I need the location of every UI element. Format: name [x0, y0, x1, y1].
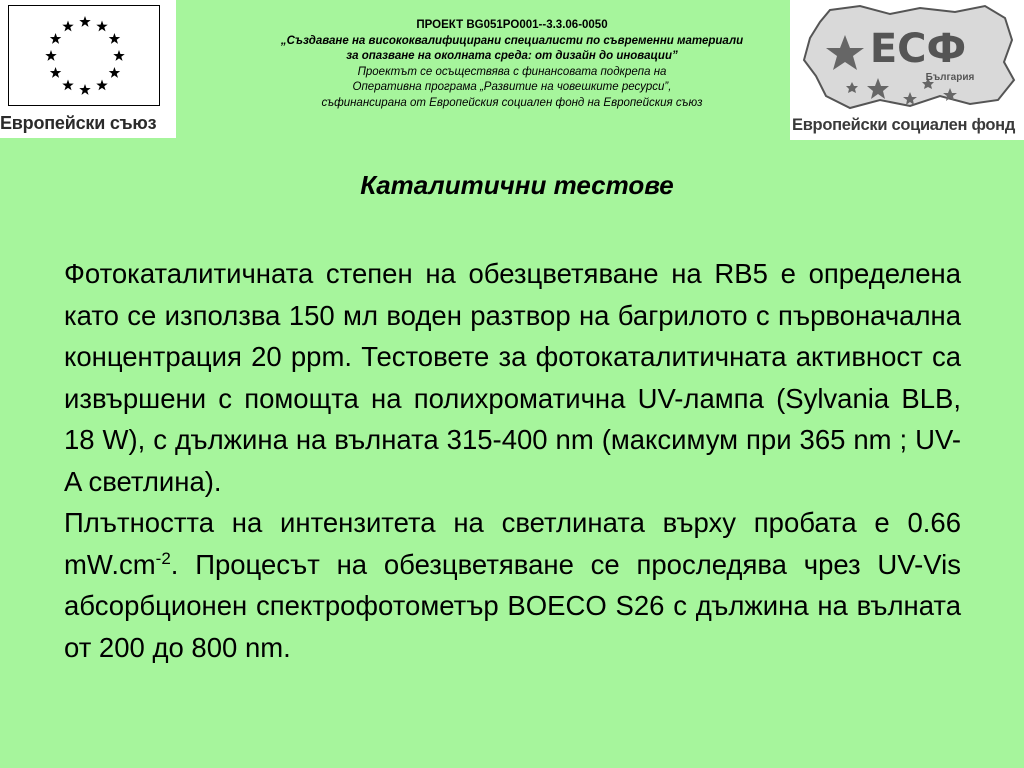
eu-star-icon	[96, 79, 107, 90]
slide-body	[64, 253, 961, 668]
superscript-exponent: -2	[155, 548, 171, 568]
paragraph-1: Фотокаталитичната степен на обезцветяване на RB5 е определена като се използва 150 мл воден разтвор на багрилото с първоначална концентрация 20 ppm. Тестовете за фотокаталитичната активност са извършени с помощта на полихроматична UV-лампа (Sylvania BLB, 18 W), с дължина на вълната 315-400 nm (максимум при 365 nm ; UV-A светлина).	[64, 258, 961, 497]
paragraph-2	[64, 502, 961, 668]
eu-flag-icon	[8, 5, 160, 106]
funding-line-3: съфинансирана от Европейския социален фонд на Европейския съюз	[321, 96, 703, 109]
esf-logo	[790, 0, 1024, 140]
funding-line-1: Проектът се осъществява с финансовата подкрепа на	[357, 65, 667, 78]
eu-star-icon	[109, 33, 120, 44]
eu-star-icon	[62, 21, 73, 32]
eu-star-icon	[45, 50, 56, 61]
project-header	[200, 18, 824, 111]
project-name-line-1: „Създаване на висококвалифицирани специалисти по съвременни материали	[280, 34, 744, 47]
eu-star-icon	[79, 16, 90, 27]
paragraph-2-text-b: . Процесът на обезцветяване се проследява чрез UV-Vis абсорбционен спектрофотометър BOECO S26 с дължина на вълната от 200 до 800 nm.	[64, 548, 961, 663]
esf-logo-caption: Европейски социален фонд	[792, 116, 1016, 134]
paragraph-2-text-a: Плътността на интензитета на светлината върху пробата е 0.66 mW.cm	[64, 507, 961, 580]
eu-star-icon	[113, 50, 124, 61]
esf-mark-text: ЕСФ	[869, 26, 967, 72]
eu-star-icon	[79, 84, 90, 95]
project-name-line-2: за опазване на околната среда: от дизайн до иновации”	[346, 50, 678, 62]
eu-logo	[0, 0, 176, 138]
eu-logo-caption: Европейски съюз	[0, 113, 157, 133]
eu-star-icon	[50, 33, 61, 44]
slide-title: Каталитични тестове	[360, 170, 674, 200]
eu-star-icon	[62, 79, 73, 90]
funding-line-2: Оперативна програма „Развитие на човешките ресурси”,	[352, 81, 672, 93]
eu-star-icon	[96, 21, 107, 32]
eu-star-icon	[50, 67, 61, 78]
esf-country-text: България	[925, 72, 975, 83]
eu-star-icon	[109, 67, 120, 78]
project-code: ПРОЕКТ BG051PO001--3.3.06-0050	[416, 19, 608, 31]
bulgaria-map-icon	[790, 0, 1024, 118]
